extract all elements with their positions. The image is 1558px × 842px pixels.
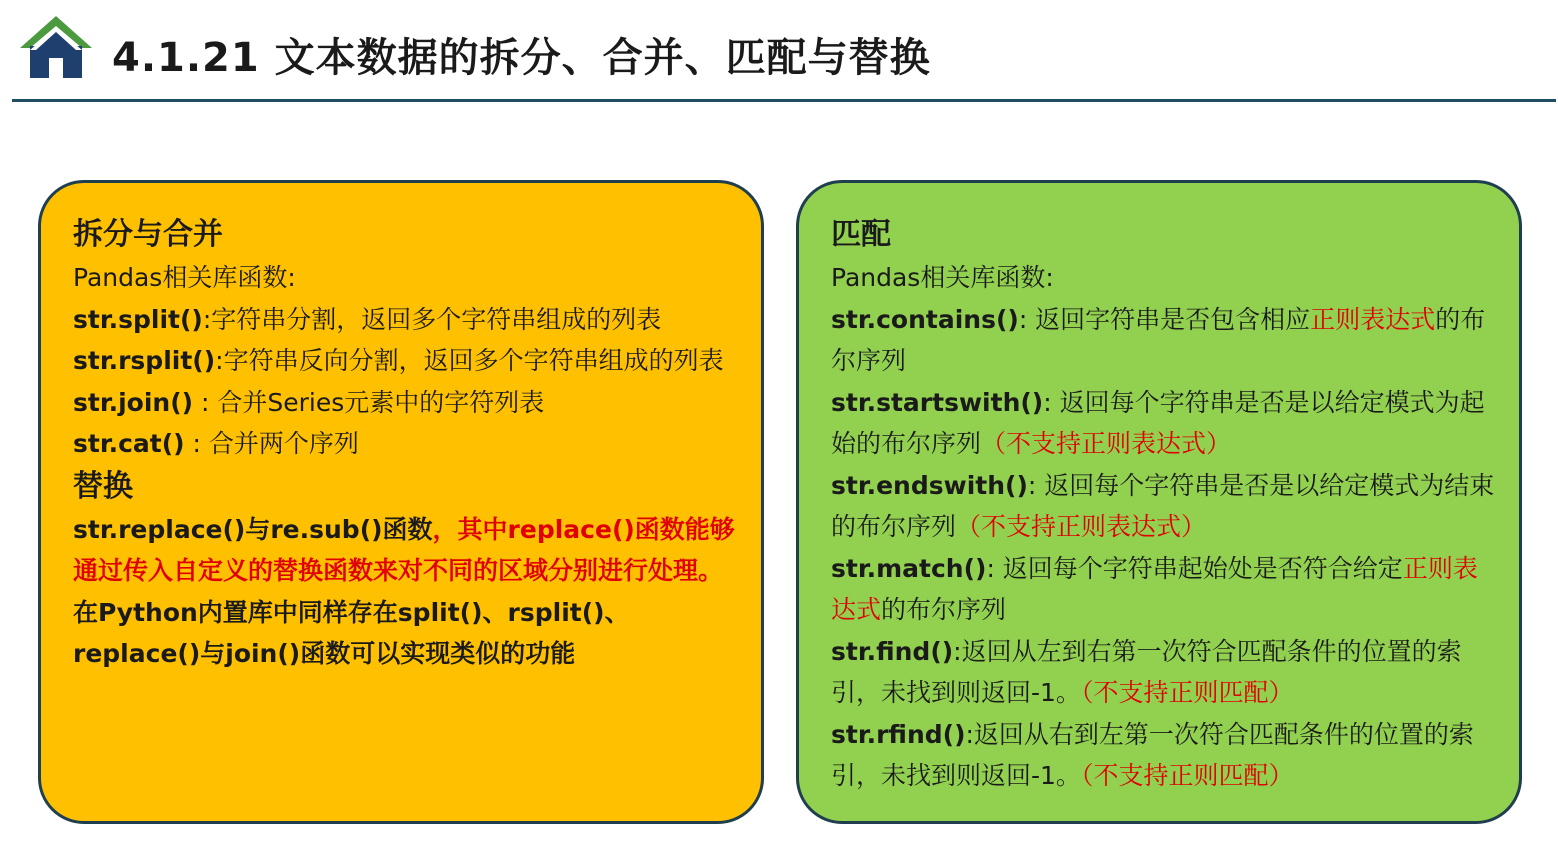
function-desc: : 返回每个字符串起始处是否符合给定 [986,553,1403,583]
function-desc: :字符串分割，返回多个字符串组成的列表 [202,304,662,334]
function-item [73,299,739,341]
function-desc: : 返回每个字符串是否是以给定模式为起始的布尔序列 [831,387,1485,458]
page-title: 4.1.21 文本数据的拆分、合并、匹配与替换 [112,35,931,81]
function-name: str.endswith() [831,470,1028,500]
function-item [831,465,1497,548]
match-panel [796,180,1522,824]
regex-note: （不支持正则匹配） [1080,761,1294,790]
function-desc: : 合并两个序列 [184,429,359,458]
header-divider [12,99,1556,102]
function-item [73,382,739,424]
split-join-subhead: Pandas相关库函数: [73,263,296,292]
function-desc: :字符串反向分割，返回多个字符串组成的列表 [215,346,724,375]
regex-highlight: 正则表达式 [831,553,1478,624]
function-item [831,382,1497,465]
home-icon [16,14,96,80]
replace-prefix: str.replace()与re.sub()函数 [73,514,433,544]
slide-header [0,0,1558,104]
replace-highlight: ，其中replace()函数能够通过传入自定义的替换函数来对不同的区域分别进行处理。 [73,514,735,585]
match-subhead: Pandas相关库函数: [831,263,1054,292]
split-join-heading: 拆分与合并 [73,217,223,252]
function-desc-tail: 的布尔序列 [831,304,1486,375]
function-item [831,548,1497,631]
function-desc: :返回从右到左第一次符合匹配条件的位置的索引，未找到则返回-1。 [831,719,1474,790]
regex-note: （不支持正则匹配） [1080,678,1294,707]
function-name: str.rfind() [831,719,966,749]
function-name: str.startswith() [831,387,1044,417]
function-name: str.match() [831,553,987,583]
function-name: str.contains() [831,304,1019,334]
regex-note: （不支持正则表达式） [956,512,1207,541]
regex-highlight: 正则表达式 [1310,304,1436,334]
function-name: str.cat() [73,429,185,458]
function-item [831,714,1497,797]
python-builtin-note: 在Python内置库中同样存在split()、rsplit()、replace()与join()函数可以实现类似的功能 [73,597,630,668]
function-desc: : 返回字符串是否包含相应 [1018,304,1311,334]
regex-note: （不支持正则表达式） [981,429,1232,458]
match-heading: 匹配 [831,217,891,252]
function-item [73,423,739,465]
replace-heading: 替换 [73,468,133,504]
function-name: str.rsplit() [73,346,216,375]
function-desc: : 返回每个字符串是否是以给定模式为结束的布尔序列 [831,470,1495,541]
function-name: str.split() [73,304,203,334]
function-name: str.find() [831,636,954,666]
function-desc: :返回从左到右第一次符合匹配条件的位置的索引，未找到则返回-1。 [831,636,1462,707]
function-desc-tail: 的布尔序列 [881,595,1007,624]
replace-description [73,509,739,592]
function-desc: : 合并Series元素中的字符列表 [193,387,545,417]
split-join-replace-panel [38,180,764,824]
function-name: str.join() [73,387,194,417]
function-item [831,299,1497,382]
function-item [73,340,739,382]
function-item [831,631,1497,714]
